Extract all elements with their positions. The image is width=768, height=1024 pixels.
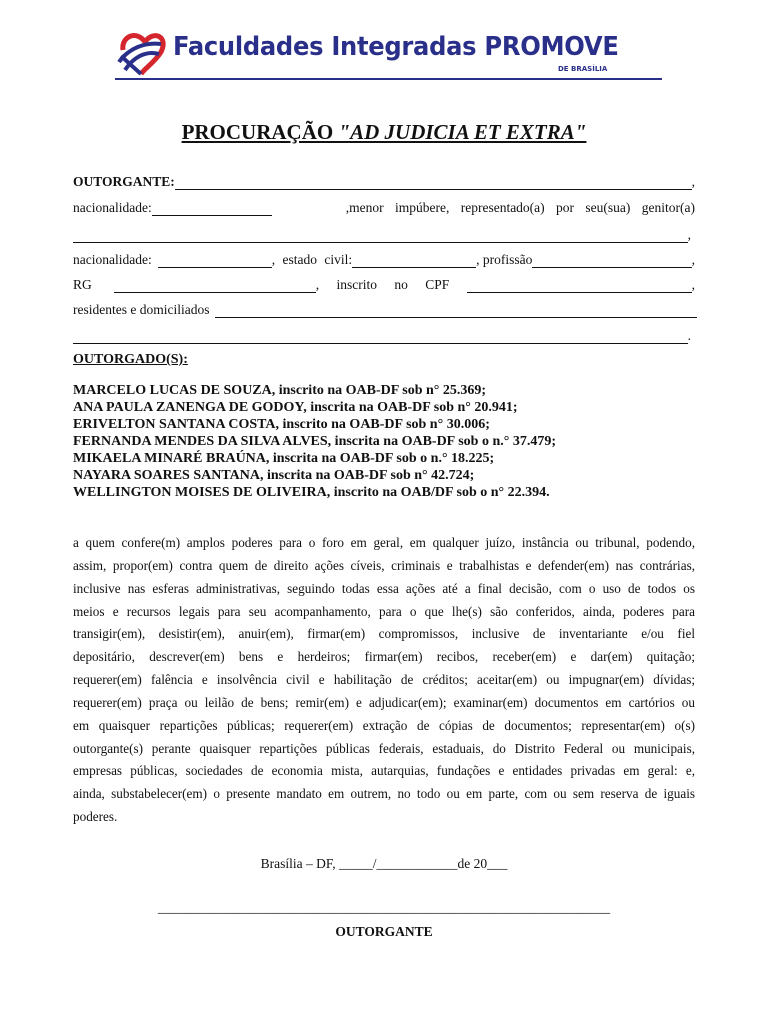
paragraph-line: a quem confere(m) amplos poderes para o foro em geral, em qualquer juízo, instância ou tribunal, podendo, — [73, 535, 695, 550]
cpf-label: , inscrito no CPF — [315, 277, 450, 292]
outorgado-item: ERIVELTON SANTANA COSTA, inscrito na OAB-DF sob n° 30.006; — [73, 417, 490, 432]
comma: , — [687, 227, 691, 242]
minor-text: ,menor impúbere, representado(a) por seu(sua) genitor(a) — [345, 200, 695, 215]
title-italic: "AD JUDICIA ET EXTRA" — [338, 120, 587, 144]
date-line: Brasília – DF, _____/____________de 20___ — [260, 856, 508, 871]
signature-label: OUTORGANTE — [335, 924, 433, 939]
cpf-field[interactable] — [467, 279, 691, 293]
residentes-label: residentes e domiciliados — [73, 302, 210, 317]
nationality-line — [73, 198, 695, 216]
outorgado-item: MIKAELA MINARÉ BRAÚNA, inscrita na OAB-DF sob o n.° 18.225; — [73, 451, 495, 466]
profissao-field[interactable] — [532, 254, 691, 268]
outorgado-item: MARCELO LUCAS DE SOUZA, inscrito na OAB-DF sob n° 25.369; — [73, 383, 487, 398]
paragraph-line: requerer(em) falência e insolvência civil e habilitação de créditos; aceitar(em) ou impugnar(em) dívidas; — [73, 672, 695, 688]
address-line — [73, 300, 697, 318]
outorgado-item: WELLINGTON MOISES DE OLIVEIRA, inscrito na OAB/DF sob o n° 22.394. — [73, 485, 550, 500]
address-field[interactable] — [215, 304, 697, 318]
paragraph-line: meios e recursos legais para seu acompanhamento, para o que lhe(s) são conferidos, ainda, poderes para — [73, 603, 695, 619]
outorgados-list — [73, 382, 556, 501]
genitor-line — [73, 225, 691, 243]
powers-paragraph — [73, 532, 695, 829]
outorgado-item: ANA PAULA ZANENGA DE GODOY, inscrita na OAB-DF sob n° 20.941; — [73, 400, 518, 415]
genitor-field[interactable] — [73, 229, 688, 243]
paragraph-line: transigir(em), desistir(em), anuir(em), firmar(em) compromissos, inclusive de inventariante e/ou fiel — [73, 626, 695, 642]
comma: , — [691, 252, 695, 267]
period: . — [687, 328, 691, 343]
outorgado-item: NAYARA SOARES SANTANA, inscrita na OAB-DF sob n° 42.724; — [73, 468, 475, 483]
institution-logo — [115, 28, 665, 82]
paragraph-line: inclusive nas esferas administrativas, seguindo todas essa ações até a final decisão, com o uso de todos os — [73, 580, 695, 596]
paragraph-line: poderes. — [73, 809, 118, 825]
outorgado-item: FERNANDA MENDES DA SILVA ALVES, inscrita na OAB-DF sob o n.° 37.479; — [73, 434, 556, 449]
title-prefix: PROCURAÇÃO — [181, 120, 339, 144]
outorgante-name-field[interactable] — [175, 176, 692, 190]
header-rule — [115, 78, 662, 80]
paragraph-line: em quaisquer repartições públicas; requerer(em) extração de cópias de documentos; representar(em) o(s) — [73, 717, 695, 733]
documents-line — [73, 275, 695, 293]
address-field-2[interactable] — [73, 330, 688, 344]
logo-subtext: DE BRASÍLIA — [558, 65, 608, 73]
profissao-label: , profissão — [476, 252, 533, 267]
signature-line[interactable]: ___________________________________________________________________ — [157, 900, 611, 915]
comma: , — [691, 174, 695, 189]
comma: , — [691, 277, 695, 292]
document-title — [0, 120, 768, 145]
paragraph-line: empresas públicas, sociedades de economia mista, autarquias, fundações e entidades privadas em geral: e, — [73, 763, 695, 779]
nacionalidade-label: nacionalidade: — [73, 200, 152, 215]
nacionalidade-field[interactable] — [152, 202, 272, 216]
promove-emblem-icon — [115, 28, 169, 78]
rg-label: RG — [73, 277, 92, 292]
address-line-2 — [73, 326, 691, 344]
estado-civil-field[interactable] — [352, 254, 476, 268]
paragraph-line: requerer(em) praça ou leilão de bens; remir(em) e adjudicar(em); examinar(em) documentos em cartórios ou — [73, 694, 695, 710]
estado-civil-label: , estado civil: — [271, 252, 353, 267]
civil-line — [73, 250, 695, 268]
paragraph-line: ainda, substabelecer(em) o presente mandato em outrem, no todo ou em parte, com ou sem reserva de iguais — [73, 786, 695, 802]
outorgante-line — [73, 172, 695, 190]
paragraph-line: depositário, descrever(em) bens e herdeiros; firmar(em) recibos, receber(em) e dar(em) quitação; — [73, 649, 695, 665]
paragraph-line: assim, propor(em) contra quem de direito ações cíveis, criminais e trabalhistas e defender(em) nas contrárias, — [73, 557, 695, 573]
logo-text: Faculdades Integradas PROMOVE — [173, 32, 619, 62]
outorgados-label: OUTORGADO(S): — [73, 352, 188, 367]
nacionalidade-field-2[interactable] — [158, 254, 272, 268]
paragraph-line: outorgante(s) perante quaisquer repartições públicas federais, estaduais, do Distrito Federal ou municipais, — [73, 740, 695, 756]
outorgante-label: OUTORGANTE: — [73, 174, 175, 189]
rg-field[interactable] — [114, 279, 316, 293]
nacionalidade-label: nacionalidade: — [73, 252, 152, 267]
